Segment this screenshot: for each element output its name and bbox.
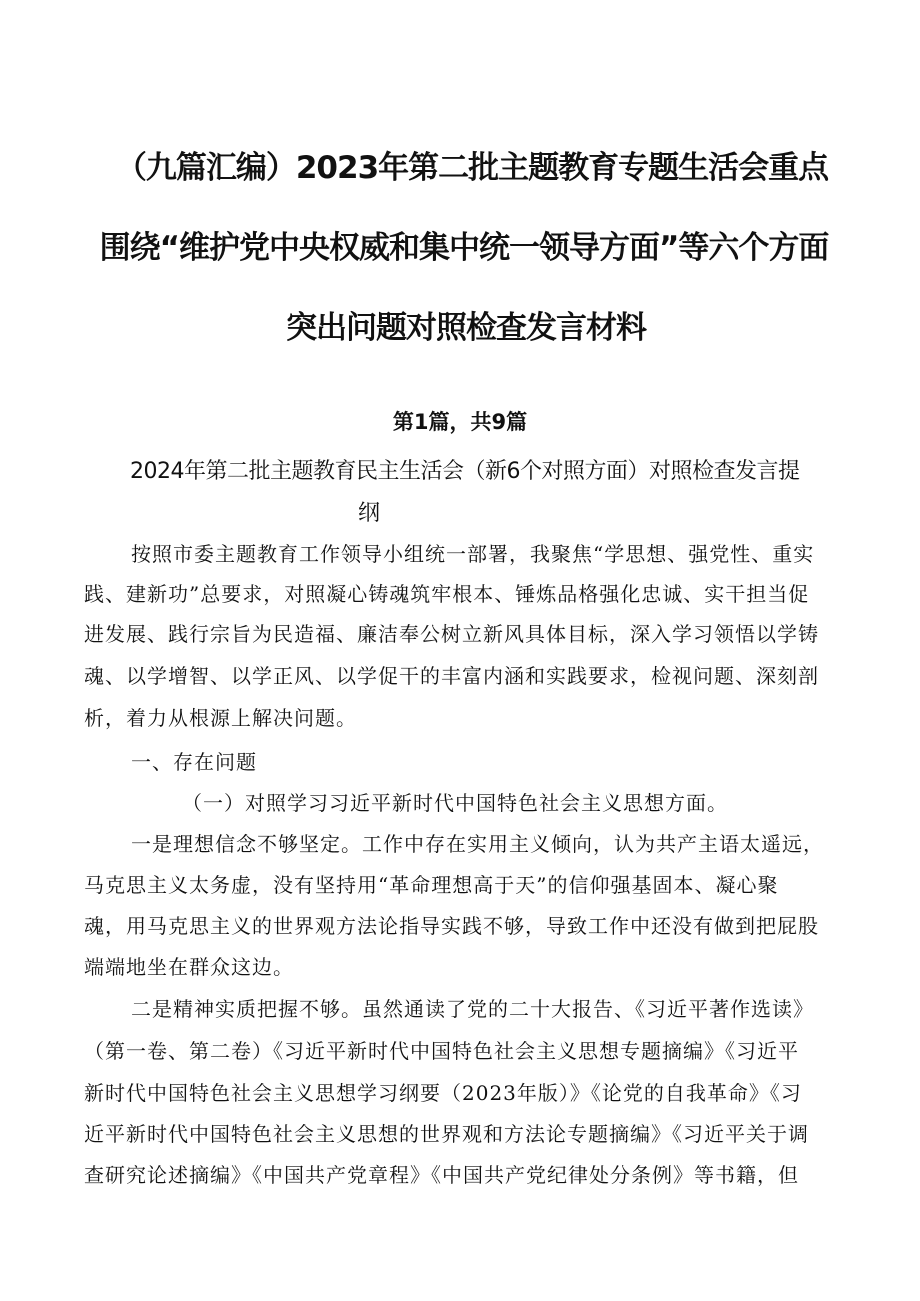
part-label: 第1篇，共9篇 — [392, 410, 528, 434]
document-title-line-2: 围绕“维护党中央权威和集中统一领导方面”等六个方面 — [99, 230, 829, 266]
section-heading: 一、存在问题 — [131, 750, 257, 774]
body-line: 魂、以学增智、以学正风、以学促干的丰富内涵和实践要求，检视问题、深刻剖 — [84, 664, 819, 688]
body-line: 魂，用马克思主义的世界观方法论指导实践不够，导致工作中还没有做到把屁股 — [84, 914, 819, 938]
section-subtitle — [130, 451, 860, 535]
body-line: 近平新时代中国特色社会主义思想的世界观和方法论专题摘编》《习近平关于调 — [84, 1122, 809, 1146]
body-line: 按照市委主题教育工作领导小组统一部署，我聚焦“学思想、强党性、重实 — [131, 542, 815, 566]
body-line: 一是理想信念不够坚定。工作中存在实用主义倾向，认为共产主语太遥远， — [131, 832, 824, 856]
body-line: 践、建新功”总要求，对照凝心铸魂筑牢根本、锤炼品格强化忠诚、实干担当促 — [84, 582, 810, 606]
document-title-line-3: 突出问题对照检查发言材料 — [286, 310, 646, 346]
section-subtitle-line-2: 纲 — [358, 501, 380, 526]
body-line: 马克思主义太务虚，没有坚持用“革命理想高于天”的信仰强基固本、凝心聚 — [84, 873, 779, 897]
body-line: 进发展、践行宗旨为民造福、廉洁奉公树立新风具体目标，深入学习领悟以学铸 — [84, 622, 819, 646]
section-subtitle-line-1: 2024年第二批主题教育民主生活会（新6个对照方面）对照检查发言提 — [130, 459, 800, 484]
body-line: 新时代中国特色社会主义思想学习纲要（2023年版）》《论党的自我革命》《习 — [84, 1081, 802, 1105]
body-line: 查研究论述摘编》《中国共产党章程》《中国共产党纪律处分条例》等书籍，但 — [84, 1163, 799, 1187]
body-line: 析，着力从根源上解决问题。 — [84, 706, 357, 730]
body-line: 二是精神实质把握不够。虽然通读了党的二十大报告、《习近平著作选读》 — [131, 997, 814, 1021]
body-line: 端端地坐在群众这边。 — [84, 955, 294, 979]
body-line: （第一卷、第二卷）《习近平新时代中国特色社会主义思想专题摘编》《习近平 — [84, 1039, 799, 1063]
subsection-heading: （一）对照学习习近平新时代中国特色社会主义思想方面。 — [182, 791, 728, 815]
document-title-line-1: （九篇汇编）2023年第二批主题教育专题生活会重点 — [115, 150, 829, 186]
